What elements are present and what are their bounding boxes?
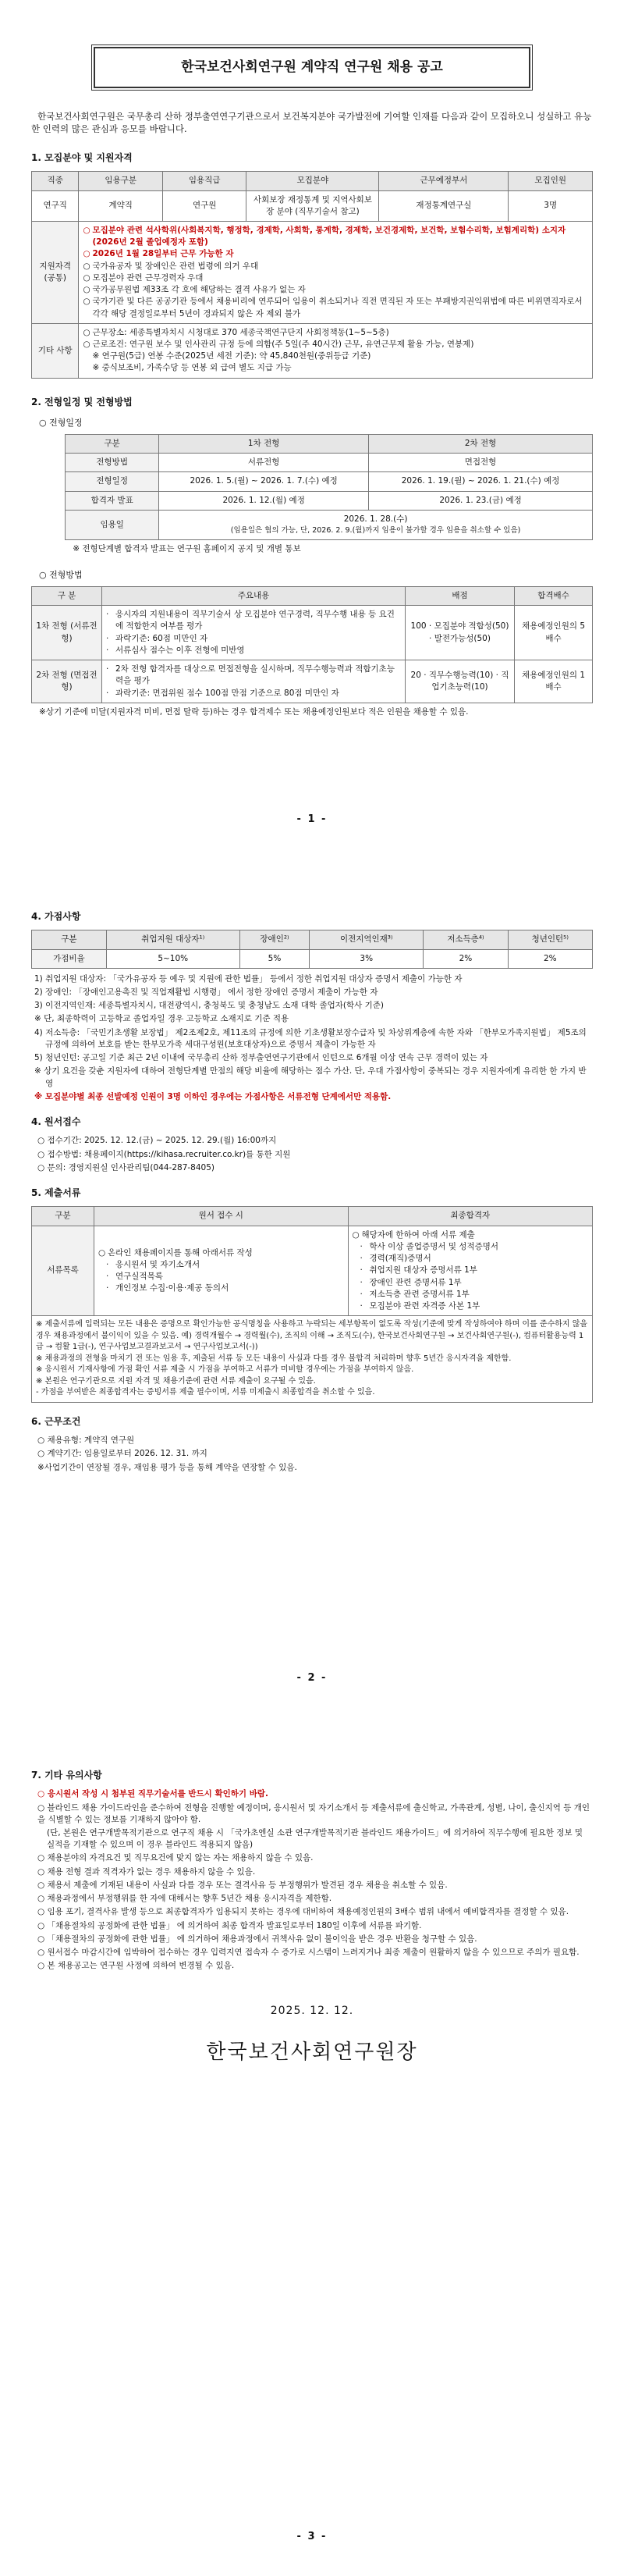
col-header: 임용직급	[162, 172, 246, 190]
list-item: ※ 응시원서 기재사항에 가점 확인 서류 제출 시 가점을 부여하고 서류가 미비할 경우에는 가점을 부여하지 않음.	[36, 1365, 414, 1375]
col-header: 배점	[406, 587, 515, 606]
list-item: ○ 온라인 채용페이지를 통해 아래서류 작성	[98, 1247, 344, 1259]
cell-employment: 계약직	[79, 190, 162, 221]
bonus-notes	[31, 973, 593, 1103]
col-header: 모집인원	[509, 172, 593, 190]
list-item: ○ 임용 포기, 결격사유 발생 등으로 최종합격자가 임용되지 못하는 경우에 대비하여 채용예정인원의 3배수 범위 내에서 예비합격자를 결정할 수 있음.	[37, 1907, 569, 1917]
etc-cell	[79, 323, 593, 378]
list-item: 2) 장애인: 「장애인고용촉진 및 직업재활법 시행령」 에서 정한 장애인 증명서 제출이 가능한 자	[34, 987, 378, 998]
cell-dept: 재정통계연구실	[379, 190, 509, 221]
list-item: ○ 모집분야 관련 근무경력자 우대	[83, 272, 588, 284]
cell: 5~10%	[106, 949, 239, 968]
col-header: 원서 접수 시	[94, 1207, 349, 1226]
qual-cell	[79, 222, 593, 324]
cell-type: 연구직	[32, 190, 79, 221]
method-subheading: ○ 전형방법	[39, 570, 83, 581]
table-row	[32, 606, 593, 660]
method-content	[102, 660, 406, 703]
cell: 2%	[424, 949, 508, 968]
table-row	[32, 660, 593, 703]
cell: 2026. 1. 12.(월) 예정	[159, 491, 369, 510]
score-cell: 100 · 모집분야 적합성(50) · 발전가능성(50)	[406, 606, 515, 660]
list-item: · 2차 전형 합격자를 대상으로 면접전형을 실시하며, 직무수행능력과 적합기초능력을 평가	[106, 664, 401, 687]
start-cell	[159, 510, 593, 539]
col-header: 합격배수	[515, 587, 593, 606]
list-item: · 장애인 관련 증명서류 1부	[360, 1277, 588, 1289]
list-item: - 가점을 부여받은 최종합격자는 증빙서류 제출 필수이며, 서류 미제출시 최종합격을 취소할 수 있음.	[36, 1388, 375, 1397]
signature: 한국보건사회연구원장	[206, 2040, 418, 2064]
section-5-heading: 5. 제출서류	[31, 1187, 81, 1199]
list-item: ○ 채용서 제출에 기재된 내용이 사실과 다를 경우 또는 결격사유 등 부정행위가 발견된 경우 채용을 취소할 수 있음.	[37, 1880, 448, 1890]
list-item: ※사업기간이 연장될 경우, 재임용 평가 등을 통해 계약을 연장할 수 있음.	[37, 1462, 297, 1472]
list-item: ※ 제출서류에 입력되는 모든 내용은 증명으로 확인가능한 공식명칭을 사용하고 누락되는 세부항목이 없도록 작성(기준에 맞게 작성하여야 하며 이를 준수하지 않을 경우 채용과정에서 불이익이 있을 수 있음. 예) 경력개월수 → 경력월(수), 조직의 이해 → 조직도(수), 한국보건사회연구원 → 보건사회연구원(-), 컴퓨터활용능력 1급 → 컴활 1급(-), 연구사업보고결과보고서 → 연구사업보고서(-))	[36, 1320, 588, 1352]
schedule-table	[65, 434, 593, 540]
bonus-table	[31, 930, 593, 968]
start-date: 2026. 1. 28.(수)	[343, 514, 408, 524]
list-item: ※ 상기 요건을 갖춘 지원자에 대하여 전형단계별 만점의 해당 비율에 해당하는 점수 가산. 단, 우대 가점사항이 중복되는 경우 지원자에게 유리한 한 가지 반영	[34, 1066, 587, 1088]
col-header: 1차 전형	[159, 434, 369, 453]
list-item: ※ 단, 최종학력이 고등학교 졸업자일 경우 고등학교 소재지로 기준 적용	[34, 1014, 289, 1024]
col-header: 임용구분	[79, 172, 162, 190]
page-1	[0, 0, 624, 859]
cell: 2026. 1. 19.(월) ~ 2026. 1. 21.(수) 예정	[369, 472, 593, 491]
col-header: 주요내용	[102, 587, 406, 606]
col-header: 구분	[66, 434, 159, 453]
list-item: ○ 국가유공자 및 장애인은 관련 법령에 의거 우대	[83, 261, 588, 272]
col-header: 청년인턴⁵⁾	[508, 930, 592, 949]
application-info	[31, 1135, 593, 1174]
cell: 2026. 1. 5.(월) ~ 2026. 1. 7.(수) 예정	[159, 472, 369, 491]
list-item: ○ 블라인드 채용 가이드라인을 준수하여 전형을 진행할 예정이며, 응시원서 및 자기소개서 등 제출서류에 출신학교, 가족관계, 성별, 나이, 출신지역 등 개인을 식별할 수 있는 정보를 기재하지 않아야 함.	[37, 1802, 590, 1824]
method-note: ※상기 기준에 미달(지원자격 미비, 면접 탈락 등)하는 경우 합격제수 또는 채용예정인원보다 적은 인원을 채용할 수 있음.	[39, 706, 469, 717]
final-docs	[348, 1226, 592, 1316]
col-header: 저소득층⁴⁾	[424, 930, 508, 949]
table-row	[32, 949, 593, 968]
col-header: 구분	[32, 1207, 94, 1226]
list-item: · 저소득층 관련 증명서류 1부	[360, 1289, 588, 1300]
score-cell: 20 · 직무수행능력(10) · 직업기초능력(10)	[406, 660, 515, 703]
recruitment-table	[31, 171, 593, 378]
cell: 5%	[239, 949, 310, 968]
table-row	[32, 1316, 593, 1403]
list-item: · 서류심사 점수는 이후 전형에 미반영	[106, 645, 401, 656]
list-item: ○ 「채용절차의 공정화에 관한 법률」 에 의거하여 최종 합격자 발표일로부터 180일 이후에 서류를 파기함.	[37, 1920, 422, 1930]
col-header: 2차 전형	[369, 434, 593, 453]
method-table	[31, 586, 593, 703]
col-header: 최종합격자	[348, 1207, 592, 1226]
list-item: · 응시자의 지원내용이 직무기술서 상 모집분야 연구경력, 직무수행 내용 등 요건에 적합한지 여부를 평가	[106, 609, 401, 632]
page-2	[0, 859, 624, 1717]
row-label: 가점비율	[32, 949, 107, 968]
multiple-cell: 채용예정인원의 5배수	[515, 606, 593, 660]
list-item: ○ 계약기간: 임용일로부터 2026. 12. 31. 까지	[37, 1449, 207, 1459]
cell: 서류전형	[159, 454, 369, 472]
table-row	[66, 491, 593, 510]
salary-note: ※ 연구원(5급) 연봉 수준(2025년 세전 기준): 약 45,840천원(중위등급 기준)	[92, 351, 371, 361]
section-4b-heading: 4. 원서접수	[31, 1116, 81, 1128]
col-header: 취업지원 대상자¹⁾	[106, 930, 239, 949]
list-item: ※ 본원은 연구기관으로 지원 자격 및 채용기준에 관련 서류 제출이 요구될 수 있음.	[36, 1376, 316, 1386]
section-6-heading: 6. 근무조건	[31, 1415, 81, 1427]
notice-list	[31, 1788, 593, 1972]
intro-paragraph: 한국보건사회연구원은 국무총리 산하 정부출연연구기관으로서 보건복지분야 국가발전에 기여할 인재를 다음과 같이 모집하오니 성실하고 유능한 인력의 많은 관심과 응모를 바랍니다.	[31, 110, 592, 135]
row-label: 임용일	[66, 510, 159, 539]
list-item: 3) 이전지역인재: 세종특별자치시, 대전광역시, 충청북도 및 충청남도 소재 대학 졸업자(학사 기준)	[34, 1001, 384, 1011]
apply-docs	[94, 1226, 349, 1316]
row-label: 1차 전형 (서류전형)	[32, 606, 102, 660]
col-header: 장애인²⁾	[239, 930, 310, 949]
table-row	[66, 472, 593, 491]
schedule-note: ※ 전형단계별 합격자 발표는 연구원 홈페이지 공지 및 개별 통보	[73, 543, 301, 553]
list-item: · 취업지원 대상자 증명서류 1부	[360, 1265, 588, 1276]
cell-count: 3명	[509, 190, 593, 221]
list-item: ○ 문의: 경영지원실 인사관리팀(044-287-8405)	[37, 1162, 215, 1172]
list-item: ○ 해당자에 한하여 아래 서류 제출	[353, 1229, 588, 1241]
list-item: ○ 국가기관 및 다른 공공기관 등에서 채용비리에 연루되어 임용이 취소되거나 직전 면직된 자 또는 부패방지권익위법에 따른 비위면직자로서 각각 해당 결정일로부터 5년이 경과되지 않은 자 제외 불가	[83, 296, 588, 319]
cell-rank: 연구원	[162, 190, 246, 221]
method-content	[102, 606, 406, 660]
list-item: 1) 취업지원 대상자: 「국가유공자 등 예우 및 지원에 관한 법률」 등에서 정한 취업지원 대상자 증명서 제출이 가능한 자	[34, 973, 463, 984]
list-item: ○ 채용분야의 자격요건 및 직무요건에 맞지 않는 자는 채용하지 않을 수 있음.	[37, 1853, 314, 1863]
documents-table	[31, 1206, 593, 1402]
row-label: 합격자 발표	[66, 491, 159, 510]
table-row	[32, 323, 593, 378]
col-header: 구분	[32, 930, 107, 949]
section-1-heading: 1. 모집분야 및 지원자격	[31, 151, 133, 163]
table-row	[32, 190, 593, 221]
list-item: · 과락기준: 60점 미만인 자	[106, 633, 401, 645]
table-row	[66, 510, 593, 539]
list-item: · 과락기준: 면접위원 점수 100점 만점 기준으로 80점 미만인 자	[106, 688, 401, 699]
col-header: 모집분야	[246, 172, 379, 190]
cell: 면접전형	[369, 454, 593, 472]
list-item: ○ 근무장소: 세종특별자치시 시청대로 370 세종국책연구단지 사회정책동(1~5~5층)	[83, 327, 588, 339]
list-item: ○ 국가공무원법 제33조 각 호에 해당하는 결격 사유가 없는 자	[83, 284, 588, 296]
row-label: 2차 전형 (면접전형)	[32, 660, 102, 703]
table-row	[66, 454, 593, 472]
list-item: · 연구실적목록	[106, 1271, 344, 1283]
list-item: 4) 저소득층: 「국민기초생활 보장법」 제2조제2호, 제11조의 규정에 의한 기초생활보장수급자 및 차상위계층에 속한 자와 「한부모가족지원법」 제5조의 규정에 의하여 보호를 받는 한부모가족 세대구성원(보호대상자)으로 증명서 제출이 가능한 자	[34, 1027, 587, 1049]
start-note: (임용일은 협의 가능, 단, 2026. 2. 9.(월)까지 임용이 불가할 경우 임용을 취소할 수 있음)	[230, 526, 521, 535]
list-item: · 경력(재직)증명서	[360, 1253, 588, 1265]
list-item: ○ 근로조건: 연구원 보수 및 인사관리 규정 등에 의함(주 5일(주 40시간) 근무, 유연근무제 활용 가능, 연봉제)	[83, 339, 588, 350]
col-header: 직종	[32, 172, 79, 190]
list-item: · 개인정보 수집·이용·제공 동의서	[106, 1283, 344, 1294]
list-item: ○ 원서접수 마감시간에 임박하여 접수하는 경우 입력지연 접속자 수 증가로 시스템이 느려지거나 최종 제출이 원활하지 않을 수 있으므로 주의가 필요함.	[37, 1948, 580, 1958]
section-2-heading: 2. 전형일정 및 전형방법	[31, 396, 133, 407]
etc-label: 기타 사항	[32, 323, 79, 378]
list-item: ○ 본 채용공고는 연구원 사정에 의하여 변경될 수 있음.	[37, 1961, 235, 1971]
list-item: ※ 채용과정의 전형을 마치기 전 또는 임용 후, 제출된 서류 등 모든 내용이 사실과 다를 경우 불합격 처리하며 향후 5년간 응시자격을 제한함.	[36, 1354, 512, 1363]
list-item: ○ 채용 전형 결과 적격자가 없는 경우 채용하지 않을 수 있음.	[37, 1866, 256, 1877]
list-item: 5) 청년인턴: 공고일 기준 최근 2년 이내에 국무총리 산하 정부출연연구기관에서 인턴으로 6개월 이상 연속 근무 경력이 있는 자	[34, 1053, 488, 1063]
list-item: · 응시원서 및 자기소개서	[106, 1259, 344, 1271]
list-item: (단, 본원은 연구개발목적기관으로 연구직 채용 시 「국가초엔실 소관 연구개발목적기관 블라인드 채용가이드」에 의거하여 직무수행에 필요한 정보 및 실적을 기재할 수 있으며 이 경우 블라인드 적용되지 않음)	[47, 1828, 583, 1850]
work-conditions	[31, 1435, 593, 1474]
section-4-heading: 4. 가점사항	[31, 911, 81, 922]
list-item: ※ 모집분야별 최종 선발예정 인원이 3명 이하인 경우에는 가점사항은 서류전형 단계에서만 적용함.	[34, 1091, 392, 1101]
page-3	[0, 1717, 624, 2576]
cell-field: 사회보장 재정통계 및 지역사회보장 분야 (직무기술서 참고)	[246, 190, 379, 221]
cell: 2%	[508, 949, 592, 968]
list-item: ○ 접수방법: 채용페이지(https://kihasa.recruiter.co.kr)를 통한 지원	[37, 1149, 291, 1159]
cell: 2026. 1. 23.(금) 예정	[369, 491, 593, 510]
col-header: 근무예정부서	[379, 172, 509, 190]
list-item: ○ 모집분야 관련 석사학위(사회복지학, 행정학, 경제학, 사회학, 통계학, 경제학, 보건경제학, 보건학, 보험수리학, 보험계리학) 소지자(2026년 2월 졸업예정자 포함)	[83, 225, 588, 248]
table-row	[32, 1226, 593, 1316]
list-item: ○ 채용유형: 계약직 연구원	[37, 1436, 135, 1446]
allowance-note: ※ 중식보조비, 가족수당 등 연봉 외 급여 별도 지급 가능	[92, 363, 292, 373]
section-7-heading: 7. 기타 유의사항	[31, 1770, 102, 1781]
important-notice: ○ 응시원서 작성 시 첨부된 직무기술서를 반드시 확인하기 바람.	[37, 1789, 268, 1799]
list-item: ○ 채용과정에서 부정행위를 한 자에 대해서는 향후 5년간 채용 응시자격을 제한함.	[37, 1894, 332, 1904]
table-row	[32, 222, 593, 324]
document-title: 한국보건사회연구원 계약직 연구원 채용 공고	[94, 47, 530, 88]
list-item: ○ 접수기간: 2025. 12. 12.(금) ~ 2025. 12. 29.(월) 16:00까지	[37, 1136, 277, 1146]
qual-label: 지원자격 (공통)	[32, 222, 79, 324]
announcement-date: 2025. 12. 12.	[270, 2005, 354, 2018]
list-item: · 모집분야 관련 자격증 사본 1부	[360, 1300, 588, 1312]
page-number: - 2 -	[296, 1672, 328, 1685]
cell: 3%	[310, 949, 424, 968]
multiple-cell: 채용예정인원의 1배수	[515, 660, 593, 703]
page-number: - 1 -	[296, 813, 328, 826]
col-header: 구 분	[32, 587, 102, 606]
list-item: ○ 「채용절차의 공정화에 관한 법률」 에 의거하여 채용과정에서 귀책사유 없이 불이익을 받은 경우 반환을 청구할 수 있음.	[37, 1934, 477, 1944]
schedule-subheading: ○ 전형일정	[39, 418, 83, 429]
list-item: ○ 2026년 1월 28일부터 근무 가능한 자	[83, 248, 588, 260]
list-item: · 학사 이상 졸업증명서 및 성적증명서	[360, 1241, 588, 1253]
documents-notes	[32, 1316, 593, 1403]
row-label: 전형방법	[66, 454, 159, 472]
row-label: 전형일정	[66, 472, 159, 491]
col-header: 이전지역인재³⁾	[310, 930, 424, 949]
page-number: - 3 -	[296, 2531, 328, 2543]
row-label: 서류목록	[32, 1226, 94, 1316]
